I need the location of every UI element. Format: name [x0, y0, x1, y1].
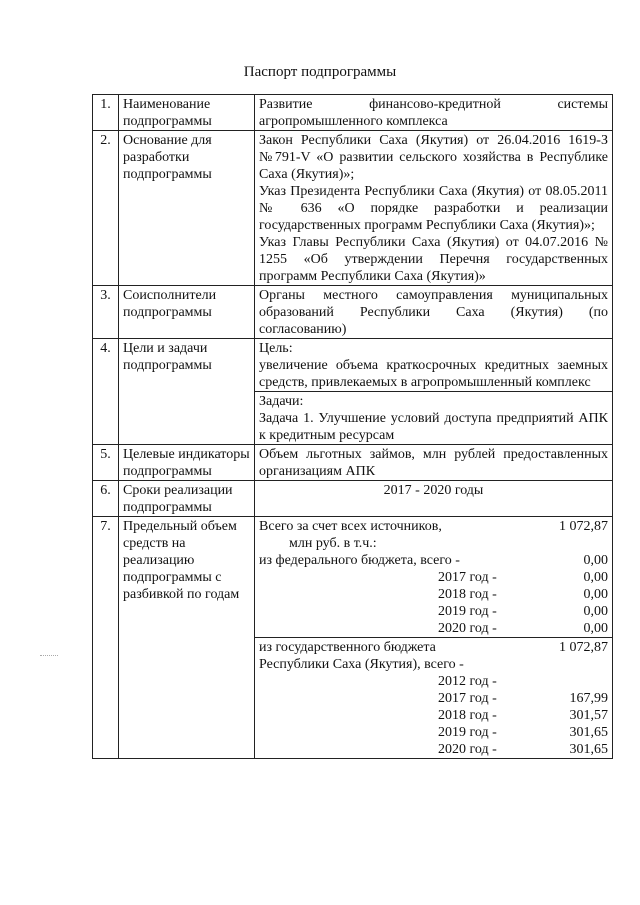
federal-year-row [259, 620, 608, 637]
row-number: 6. [93, 481, 119, 517]
year-value [518, 673, 608, 690]
document-title: Паспорт подпрограммы [243, 64, 397, 80]
tasks-cell [255, 392, 613, 445]
year-value: 0,00 [583, 604, 608, 619]
total-label: Всего за счет всех источников, [259, 519, 442, 534]
state-year-row [259, 673, 608, 690]
row-label: Целевые индикаторы подпрограммы [119, 445, 255, 481]
legal-basis-item: Закон Республики Саха (Якутия) от 26.04.2016 1619-З №791-V «О развитии сельского хозяйства в Республике Саха (Якутия)»; [259, 133, 608, 182]
state-year-row [259, 690, 608, 707]
federal-value: 0,00 [583, 553, 608, 568]
state-label: из государственного бюджета [259, 640, 436, 655]
year-value: 0,00 [583, 621, 608, 636]
year-label: 2020 год - [438, 621, 497, 636]
table-row [93, 339, 613, 392]
state-year-row [259, 741, 608, 758]
year-label: 2018 год - [438, 587, 497, 602]
row-content: 2017 - 2020 годы [255, 481, 613, 517]
row-number: 2. [93, 131, 119, 286]
year-value: 301,57 [569, 708, 608, 723]
row-number: 4. [93, 339, 119, 445]
year-label: 2017 год - [438, 691, 497, 706]
year-label: 2018 год - [438, 708, 497, 723]
federal-year-row [259, 586, 608, 603]
table-row [93, 517, 613, 638]
year-label: 2012 год - [438, 674, 497, 689]
row-number: 1. [93, 95, 119, 131]
row-label: Наименование подпрограммы [119, 95, 255, 131]
state-year-row [259, 724, 608, 741]
year-value: 301,65 [569, 725, 608, 740]
row-label: Сроки реализации подпрограммы [119, 481, 255, 517]
row-label: Основание для разработки подпрограммы [119, 131, 255, 286]
year-label: 2019 год - [438, 604, 497, 619]
row-content: Объем льготных займов, млн рублей предоставленных организациям АПК [255, 445, 613, 481]
goal-heading: Цель: [259, 341, 293, 356]
passport-table [92, 94, 613, 759]
tasks-text: Задача 1. Улучшение условий доступа предприятий АПК к кредитным ресурсам [259, 411, 608, 443]
state-line [259, 639, 608, 656]
row-label: Цели и задачи подпрограммы [119, 339, 255, 445]
total-value: 1 072,87 [559, 519, 608, 534]
goal-text: увеличение объема краткосрочных кредитных заемных средств, привлекаемых в агропромышленный комплекс [259, 358, 608, 390]
row-content: Органы местного самоуправления муниципальных образований Республики Саха (Якутия) (по согласованию) [255, 286, 613, 339]
row-label: Предельный объем средств на реализацию подпрограммы с разбивкой по годам [119, 517, 255, 759]
table-row [93, 286, 613, 339]
tasks-heading: Задачи: [259, 394, 304, 409]
table-row [93, 95, 613, 131]
federal-year-row [259, 603, 608, 620]
year-label: 2017 год - [438, 570, 497, 585]
row-content [255, 131, 613, 286]
federal-year-row [259, 569, 608, 586]
year-label: 2019 год - [438, 725, 497, 740]
legal-basis-item: Указ Главы Республики Саха (Якутия) от 04.07.2016 № 1255 «Об утверждении Перечня государственных программ Республики Саха (Якутия)» [259, 235, 608, 284]
row-label: Соисполнители подпрограммы [119, 286, 255, 339]
row-content: Развитие финансово-кредитной системы агропромышленного комплекса [255, 95, 613, 131]
year-value: 0,00 [583, 570, 608, 585]
legal-basis-item: Указ Президента Республики Саха (Якутия) от 08.05.2011 № 636 «О порядке разработки и реализации государственных программ Республики Саха (Якутия)»; [259, 184, 608, 233]
state-funding-cell [255, 638, 613, 759]
year-value: 301,65 [569, 742, 608, 757]
state-label-cont: Республики Саха (Якутия), всего - [259, 657, 464, 672]
table-row [93, 481, 613, 517]
year-value: 167,99 [569, 691, 608, 706]
year-value: 0,00 [583, 587, 608, 602]
state-value: 1 072,87 [559, 640, 608, 655]
total-unit: млн руб. в т.ч.: [289, 536, 377, 551]
scan-mark [40, 655, 58, 656]
row-number: 3. [93, 286, 119, 339]
row-number: 5. [93, 445, 119, 481]
table-row [93, 131, 613, 286]
state-year-row [259, 707, 608, 724]
total-line [259, 518, 608, 535]
year-label: 2020 год - [438, 742, 497, 757]
row-number: 7. [93, 517, 119, 759]
goal-cell [255, 339, 613, 392]
federal-label: из федерального бюджета, всего - [259, 553, 460, 568]
federal-funding-cell [255, 517, 613, 638]
table-row [93, 445, 613, 481]
federal-line [259, 552, 608, 569]
